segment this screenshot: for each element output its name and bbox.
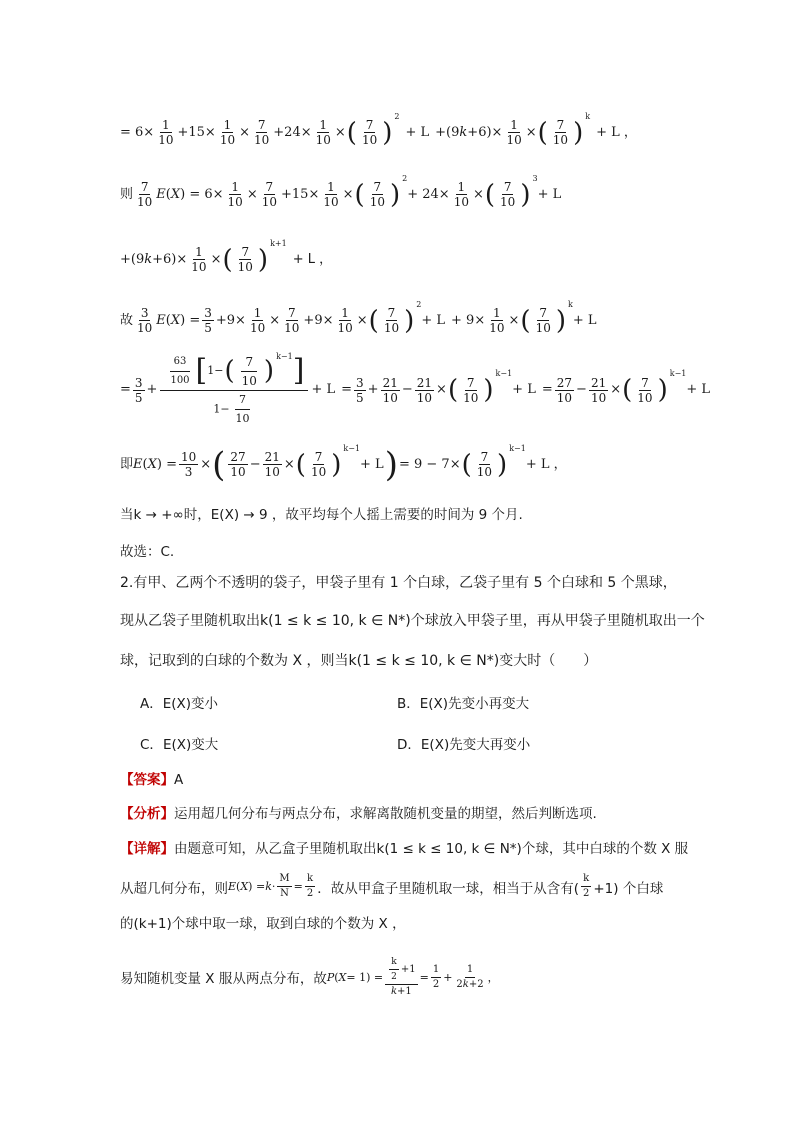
option-d-label: D． (397, 737, 421, 753)
analysis-text: 运用超几何分布与两点分布，求解离散随机变量的期望，然后判断选项. (174, 806, 597, 822)
equation-line-5: = $\frac{3}{5}$ + $\frac{63}{100}$ [ 1− ( $\frac{7}{10}$ ) k−1 ] 1− $\frac{7}{10}$ + L = $\frac{3}{5}$ + $\frac{21}{10}$ − $\frac{21}{10}$ × ( $\frac{7}{10}$ ) k−1 + L = $\frac{27}{10}$ − $\frac{21}{10}$ × ( $\frac{7}{10}$ ) k−1 + L (120, 352, 711, 425)
option-d[interactable] (397, 733, 530, 753)
detail-text-2a: 从超几何分布，则 (120, 880, 228, 897)
question-number: 2. (120, 575, 134, 591)
analysis-line (120, 802, 597, 822)
detail-line-4 (120, 955, 499, 999)
question-text-line-1 (120, 572, 677, 592)
option-a[interactable] (140, 692, 218, 712)
answer-tag: 【答案】 (120, 772, 174, 788)
detail-text-2b: ．故从甲盒子里随机取一球，相当于从含有( (317, 880, 579, 897)
line4-prefix: 故 (120, 312, 134, 328)
option-d-text: E(X)先变大再变小 (420, 737, 531, 753)
answer-choice-line: 故选：C. (120, 544, 175, 560)
conclusion-line: 当k → +∞时，E(X) → 9 ，故平均每个人摇上需要的时间为 9 个月. (120, 507, 523, 523)
expectation-formula: E ( X ) = k · $\frac{M}{N}$ = $\frac{k}{2}$ (228, 873, 314, 899)
question-text-line-3: 球，记取到的白球的个数为 X ，则当k(1 ≤ k ≤ 10, k ∈ N*)变大时（ ） (120, 653, 598, 669)
equation-line-7: 即 E ( X ) = $\frac{10}{3}$ × ( $\frac{27}{10}$ − $\frac{21}{10}$ × ( $\frac{7}{10}$ ) k−1 + L ) = 9 − 7× ( $\frac{7}{10}$ ) k−1 + L ， (120, 443, 567, 485)
option-c[interactable] (140, 733, 218, 753)
detail-text-1: 由题意可知，从乙盒子里随机取出k(1 ≤ k ≤ 10, k ∈ N*)个球，其中白球的个数 X 服 (174, 841, 689, 857)
detail-text-2c: +1) 个白球 (593, 880, 664, 897)
analysis-tag: 【分析】 (120, 806, 174, 822)
line7-prefix: 即 (120, 456, 134, 472)
question-text-line-2: 现从乙袋子里随机取出k(1 ≤ k ≤ 10, k ∈ N*)个球放入甲袋子里，再从甲袋子里随机取出一个 (120, 613, 705, 629)
line1-tail: + L ， (596, 124, 637, 140)
equation-line-2: 则 $\frac{7}{10}$ E ( X ) = 6× $\frac{1}{10}$ × $\frac{7}{10}$ +15× $\frac{1}{10}$ × ( $\frac{7}{10}$ ) 2 + 24× $\frac{1}{10}$ × ( $\frac{7}{10}$ ) 3 + L (120, 173, 562, 210)
equation-line-1: = 6× $\frac{1}{10}$ +15× $\frac{1}{10}$ × $\frac{7}{10}$ +24× $\frac{1}{10}$ × ( $\frac{7}{10}$ ) 2 + L +(9 k +6)× $\frac{1}{10}$ × ( $\frac{7}{10}$ ) k + L ， (120, 111, 637, 148)
line3-tail: + L ， (292, 251, 333, 267)
option-b[interactable] (397, 692, 529, 712)
question-line-1: 有甲、乙两个不透明的袋子，甲袋子里有 1 个白球，乙袋子里有 5 个白球和 5 个黑球， (133, 575, 677, 591)
detail-tag: 【详解】 (120, 841, 174, 857)
line2-prefix: 则 (120, 186, 134, 202)
geometric-sum-fraction: $\frac{63}{100}$ [ 1− ( $\frac{7}{10}$ ) k−1 ] 1− $\frac{7}{10}$ (160, 355, 308, 426)
option-a-text: E(X)变小 (162, 696, 219, 712)
detail-line-2 (120, 872, 663, 901)
option-b-text: E(X)先变小再变大 (419, 696, 530, 712)
option-a-label: A． (140, 696, 163, 712)
detail-line-3: 的(k+1)个球中取一球，取到白球的个数为 X ， (120, 916, 406, 932)
equation-line-3: +(9 k +6)× $\frac{1}{10}$ × ( $\frac{7}{10}$ ) k+1 + L ， (120, 238, 333, 275)
k-over-2: $\frac{k}{2}$ (582, 873, 590, 899)
option-c-text: E(X)变大 (162, 737, 219, 753)
option-b-label: B． (397, 696, 420, 712)
probability-formula: P ( X = 1) = $\frac{k}{2}$ +1 k+1 = $\frac{1}{2}$ + $\frac{1}{2k+2}$ ， (326, 957, 499, 997)
option-c-label: C． (140, 737, 163, 753)
answer-line (120, 768, 183, 788)
detail-line-1 (120, 837, 688, 857)
equation-line-4: 故 $\frac{3}{10}$ E ( X ) = $\frac{3}{5}$ +9× $\frac{1}{10}$ × $\frac{7}{10}$ +9× $\frac{1}{10}$ × ( $\frac{7}{10}$ ) 2 + L + 9× $\frac{1}{10}$ × ( $\frac{7}{10}$ ) k + L (120, 299, 597, 336)
detail-text-4: 易知随机变量 X 服从两点分布，故 (120, 971, 327, 987)
answer-value: A (174, 772, 184, 788)
